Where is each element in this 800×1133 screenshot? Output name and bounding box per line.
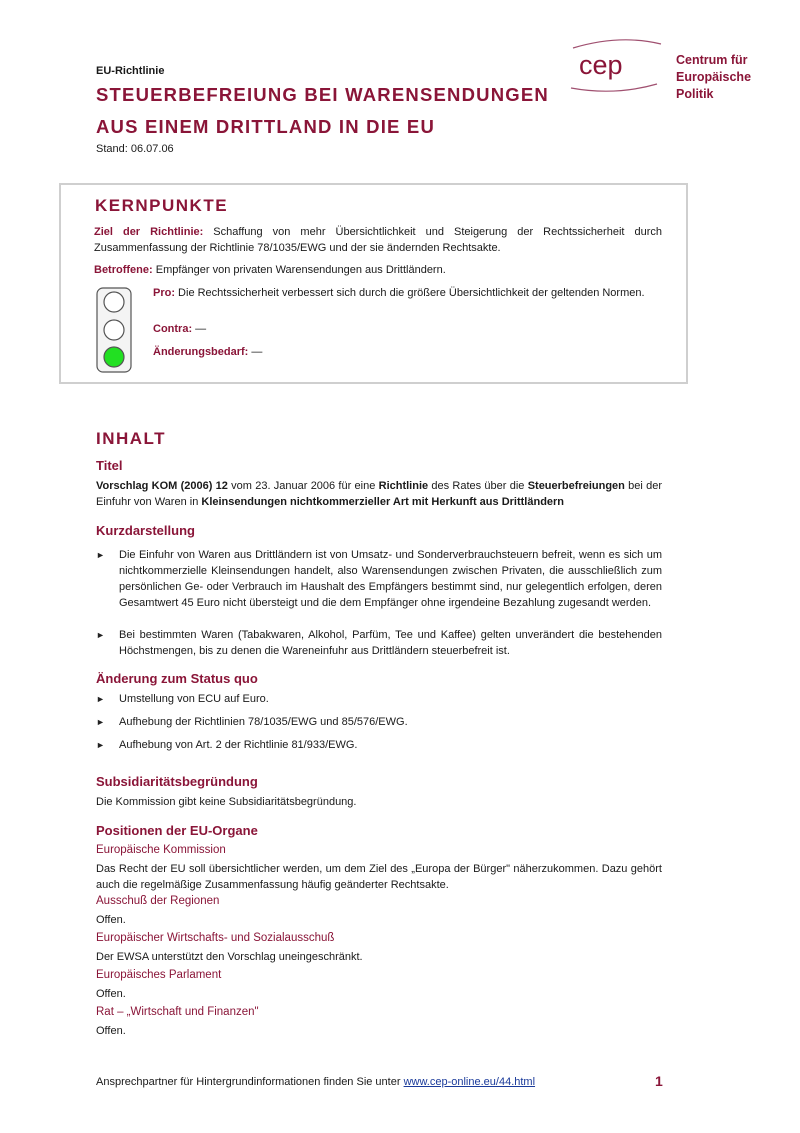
document-type: EU-Richtlinie: [96, 65, 165, 77]
kurz-bullet-2: [96, 627, 662, 659]
titel-p7: Kleinsendungen nichtkommerzieller Art mit Herkunft aus Drittländern: [201, 496, 565, 508]
traffic-light-top: [104, 292, 124, 312]
kommission-text: Das Recht der EU soll übersichtlicher werden, um dem Ziel des „Europa der Bürger" näherzukommen. Dazu gehört auch die regelmäßige Zusammenfassung häufig geänderter Rechtsakte.: [96, 863, 662, 891]
ziel-label: Ziel der Richtlinie:: [94, 226, 204, 238]
aend-label: Änderungsbedarf:: [153, 346, 249, 358]
ziel-text: Schaffung von mehr Übersichtlichkeit und Steigerung der Rechtssicherheit durch Zusammenfassung der Richtlinie 78/1035/EWG und der sie ändernden Rechtsakte.: [94, 226, 662, 254]
rat-label: Rat – „Wirtschaft und Finanzen": [96, 1006, 259, 1018]
aenderung-heading: Änderung zum Status quo: [96, 671, 258, 686]
contra-text: —: [192, 323, 207, 335]
aend-bullet-3-text: Aufhebung von Art. 2 der Richtlinie 81/933/EWG.: [119, 739, 358, 751]
inhalt-heading: INHALT: [96, 429, 167, 448]
titel-p2: vom 23. Januar 2006 für eine: [227, 480, 379, 492]
bullet-arrow-icon: ►: [96, 740, 105, 750]
date-stamp: Stand: 06.07.06: [96, 143, 174, 155]
ewsa-label: Europäischer Wirtschafts- und Sozialausschuß: [96, 932, 335, 944]
page-number: 1: [655, 1073, 663, 1089]
kurz-bullet-2-text: Bei bestimmten Waren (Tabakwaren, Alkohol, Parfüm, Tee und Kaffee) gelten unverändert die bestehenden Höchstmengen, bis zu denen die Wareneinfuhr aus Drittländern steuerbefreit ist.: [119, 629, 662, 657]
logo-line-2: Europäische: [676, 70, 752, 84]
kernpunkte-pro: [153, 285, 662, 301]
logo-line-3: Politik: [676, 87, 714, 101]
kernpunkte-contra: [153, 321, 206, 337]
footer-text: Ansprechpartner für Hintergrundinformationen finden Sie unter: [96, 1076, 404, 1088]
kernpunkte-heading: KERNPUNKTE: [95, 196, 229, 215]
pro-label: Pro:: [153, 287, 175, 299]
ewsa-text: Der EWSA unterstützt den Vorschlag uneingeschränkt.: [96, 951, 363, 963]
subsidiaritaet-heading: Subsidiaritätsbegründung: [96, 774, 258, 789]
titel-heading: Titel: [96, 458, 123, 473]
kernpunkte-aenderungsbedarf: [153, 344, 262, 360]
footer-link[interactable]: www.cep-online.eu/44.html: [403, 1076, 536, 1088]
rat-text: Offen.: [96, 1025, 126, 1037]
aend-bullet-1-text: Umstellung von ECU auf Euro.: [119, 693, 269, 705]
bullet-arrow-icon: ►: [96, 630, 105, 640]
parlament-label: Europäisches Parlament: [96, 969, 222, 981]
positionen-heading: Positionen der EU-Organe: [96, 823, 258, 838]
betroffene-label: Betroffene:: [94, 264, 153, 276]
parlament-text: Offen.: [96, 988, 126, 1000]
cep-logo: [565, 38, 675, 94]
logo-mark: cep: [579, 50, 623, 80]
adr-text: Offen.: [96, 914, 126, 926]
aend-bullet-3: [96, 737, 662, 753]
kernpunkte-betroffene: [94, 262, 662, 278]
footer: [96, 1076, 535, 1088]
subsidiaritaet-text: Die Kommission gibt keine Subsidiaritätsbegründung.: [96, 796, 357, 808]
titel-text: [96, 478, 662, 510]
titel-p3: Richtlinie: [378, 480, 429, 492]
kurzdarstellung-heading: Kurzdarstellung: [96, 523, 195, 538]
aend-text: —: [248, 346, 263, 358]
pro-text: Die Rechtssicherheit verbessert sich durch die größere Übersichtlichkeit der geltenden Normen.: [175, 287, 645, 299]
aend-bullet-2: [96, 714, 662, 730]
bullet-arrow-icon: ►: [96, 717, 105, 727]
traffic-light-icon: [96, 287, 132, 373]
bullet-arrow-icon: ►: [96, 694, 105, 704]
logo-line-1: Centrum für: [676, 53, 748, 67]
titel-p4: des Rates über die: [428, 480, 528, 492]
logo-text: [676, 52, 751, 103]
kurz-bullet-1-text: Die Einfuhr von Waren aus Drittländern ist von Umsatz- und Sonderverbrauchsteuern befreit, wenn es sich um nichtkommerzielle Kleinsendungen handelt, also Warensendungen zwischen Privaten, die ausschließlich zum persönlichen Ge- oder Verbrauch im Haushalt des Empfängers bestimmt sind, nur gelegentlich erfolgen, deren Gesamtwert 45 Euro nicht übersteigt und die dem Empfänger ohne irgendeine Bezahlung zugesandt werden.: [119, 549, 662, 609]
titel-p5: Steuerbefreiungen: [527, 480, 625, 492]
kommission-label: Europäische Kommission: [96, 844, 226, 856]
kurz-bullet-1: [96, 547, 662, 611]
aend-bullet-1: [96, 691, 662, 707]
contra-label: Contra:: [153, 323, 193, 335]
titel-p6: bei der Einfuhr von Waren in: [96, 480, 662, 508]
title-line-2: AUS EINEM DRITTLAND IN DIE EU: [96, 116, 436, 137]
kernpunkte-ziel: [94, 224, 662, 256]
adr-label: Ausschuß der Regionen: [96, 895, 220, 907]
titel-p1: Vorschlag KOM (2006) 12: [96, 480, 228, 492]
traffic-light-bottom: [104, 347, 124, 367]
bullet-arrow-icon: ►: [96, 550, 105, 560]
title-line-1: STEUERBEFREIUNG BEI WARENSENDUNGEN: [96, 84, 549, 105]
aend-bullet-2-text: Aufhebung der Richtlinien 78/1035/EWG und 85/576/EWG.: [119, 716, 408, 728]
betroffene-text: Empfänger von privaten Warensendungen aus Drittländern.: [152, 264, 446, 276]
traffic-light-middle: [104, 320, 124, 340]
